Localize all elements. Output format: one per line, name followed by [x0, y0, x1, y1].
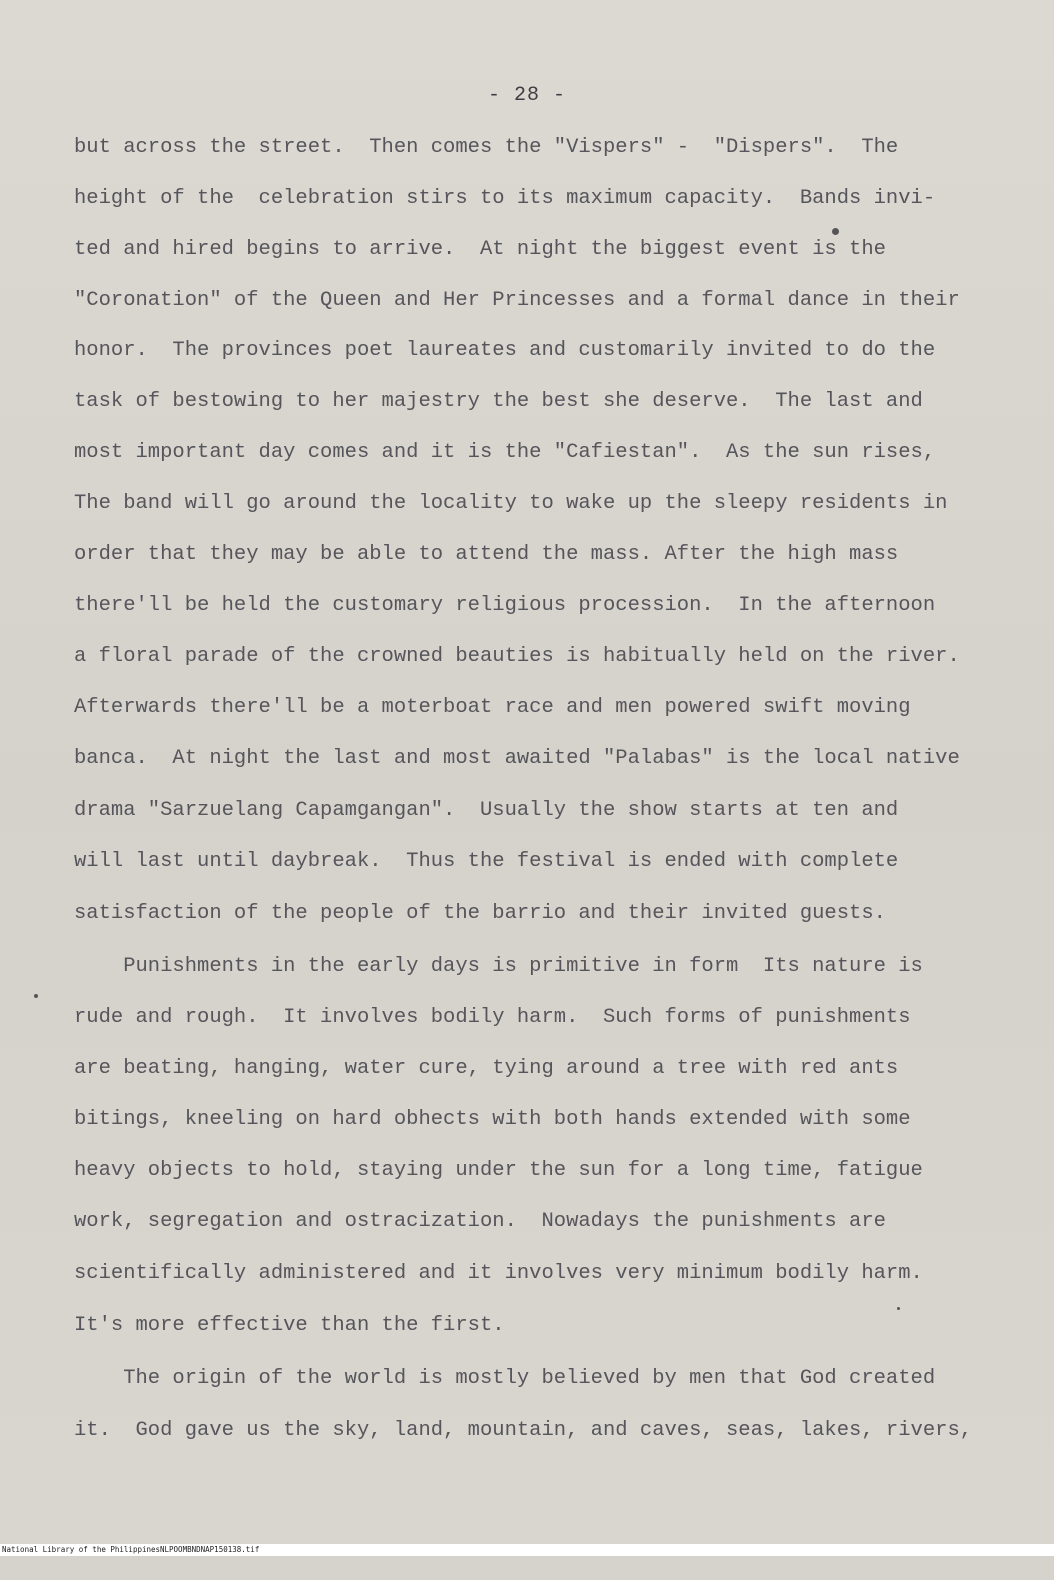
file-id: NLPOOMBNDNAP150138.tif: [160, 1545, 260, 1554]
text-line: Afterwards there'll be a moterboat race and men powered swift moving: [74, 696, 911, 719]
text-line: most important day comes and it is the "Cafiestan". As the sun rises,: [74, 441, 936, 464]
text-line: rude and rough. It involves bodily harm. Such forms of punishments: [74, 1006, 911, 1029]
text-line: banca. At night the last and most awaited "Palabas" is the local native: [74, 747, 960, 770]
text-line: there'll be held the customary religious procession. In the afternoon: [74, 594, 936, 617]
text-line: it. God gave us the sky, land, mountain, and caves, seas, lakes, rivers,: [74, 1419, 973, 1442]
library-name: National Library of the Philippines: [2, 1545, 161, 1554]
text-line: but across the street. Then comes the "Vispers" - "Dispers". The: [74, 136, 899, 159]
text-line: height of the celebration stirs to its maximum capacity. Bands invi-: [74, 187, 936, 210]
text-line: work, segregation and ostracization. Nowadays the punishments are: [74, 1210, 886, 1233]
text-line: The band will go around the locality to wake up the sleepy residents in: [74, 492, 948, 515]
text-line: task of bestowing to her majestry the best she deserve. The last and: [74, 390, 923, 413]
ink-speck: [832, 228, 839, 235]
text-line: ted and hired begins to arrive. At night the biggest event is the: [74, 238, 886, 261]
text-line: satisfaction of the people of the barrio and their invited guests.: [74, 902, 886, 925]
ink-speck: [897, 1307, 900, 1310]
text-line: heavy objects to hold, staying under the sun for a long time, fatigue: [74, 1159, 923, 1182]
text-line: bitings, kneeling on hard obhects with both hands extended with some: [74, 1108, 911, 1131]
text-line: The origin of the world is mostly believed by men that God created: [74, 1367, 936, 1390]
text-line: drama "Sarzuelang Capamgangan". Usually the show starts at ten and: [74, 799, 899, 822]
text-line: are beating, hanging, water cure, tying around a tree with red ants: [74, 1057, 899, 1080]
text-line: scientifically administered and it involves very minimum bodily harm.: [74, 1262, 923, 1285]
page-number: - 28 -: [487, 84, 566, 107]
archive-footer: [0, 1544, 1054, 1556]
text-line: order that they may be able to attend the mass. After the high mass: [74, 543, 899, 566]
text-line: honor. The provinces poet laureates and customarily invited to do the: [74, 339, 936, 362]
text-line: a floral parade of the crowned beauties is habitually held on the river.: [74, 645, 960, 668]
ink-speck: [34, 994, 38, 998]
text-line: "Coronation" of the Queen and Her Princesses and a formal dance in their: [74, 289, 960, 312]
text-line: Punishments in the early days is primitive in form Its nature is: [74, 955, 923, 978]
text-line: will last until daybreak. Thus the festival is ended with complete: [74, 850, 899, 873]
text-line: It's more effective than the first.: [74, 1314, 505, 1337]
